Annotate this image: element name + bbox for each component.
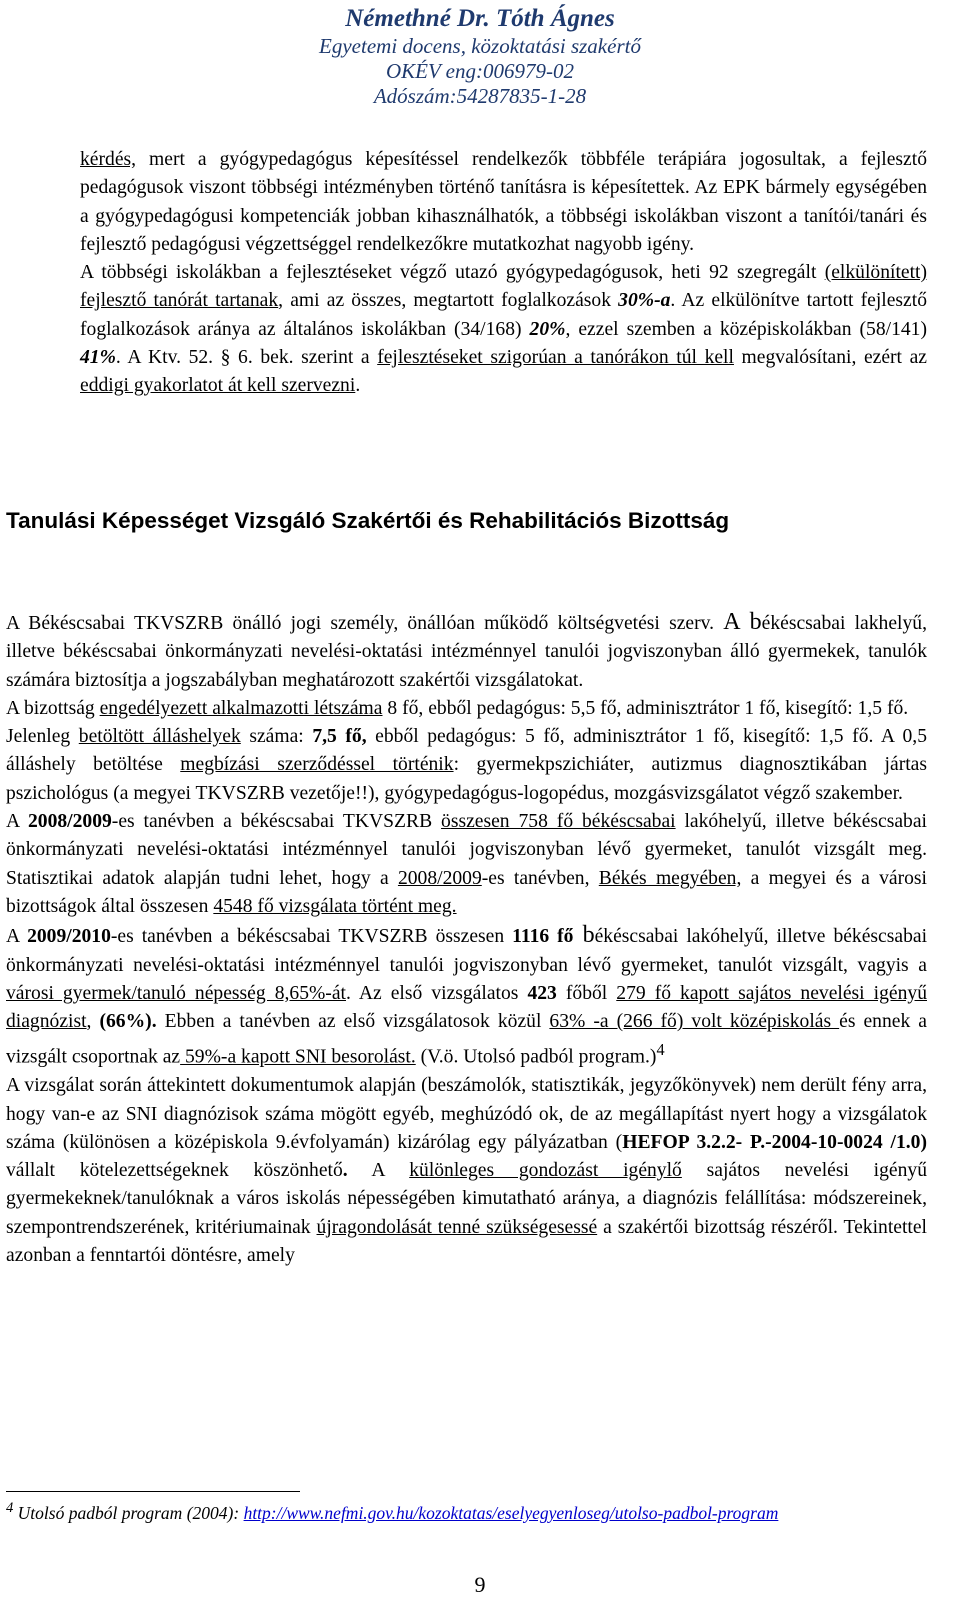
text-span: 279 fő kapott sajátos nevelési igényű diagnózist	[6, 982, 927, 1033]
text-span: kérdés,	[80, 149, 137, 170]
paragraph	[80, 259, 927, 400]
letterhead	[0, 4, 960, 109]
text-span: a megyei és a városi bizottságok által összesen	[6, 867, 927, 917]
text-span: 59%-a kapott SNI besorolást.	[180, 1046, 416, 1068]
text-span: : gyermekpszichiáter, autizmus diagnosztikában jártas pszichológus (a megyei TKVSZRB vezetője!!), gyógypedagógus-logopédus, mozgásvizsgálatot végző szakember.	[6, 754, 927, 804]
footnote-text: Utolsó padból program (2004):	[13, 1502, 244, 1523]
text-span: lakóhelyű, illetve békéscsabai önkormányzati nevelési-oktatási intézménnyel tanulói jogviszonyban lévő gyermeket, tanulót vizsgált meg. Statisztikai adatok alapján tudni lehet, hogy a	[6, 811, 927, 889]
text-span: engedélyezett alkalmazotti létszáma	[99, 697, 383, 719]
text-span: -es tanévben a békéscsabai TKVSZRB	[111, 811, 442, 833]
text-span: eddigi gyakorlatot át kell szervezni	[80, 375, 356, 397]
text-span: mert a gyógypedagógus képesítéssel rendelkezők többféle terápiára jogosultak, a fejlesztő pedagógusok viszont többségi intézményben történő tanításra is képesítettek. Az EPK bármely egységében a gyógypedagógusi kompetenciák jobban kihasználhatók, a többségi iskolákban viszont a tanítói/tanári és fejlesztő pedagógusi végzettséggel rendelkezőkre mutatkozhat nagyobb igény.	[80, 149, 927, 255]
text-span: b	[573, 922, 595, 949]
footnote-divider	[6, 1491, 300, 1492]
paragraph	[6, 723, 927, 808]
text-span: 2009/2010	[27, 926, 111, 948]
text-span: sajátos nevelési igényű gyermekeknek/tanulóknak a város iskolás népességében kimutatható aránya, a diagnózis felállítása: módszereinek, szempontrendszerének, kritériumainak	[6, 1160, 927, 1238]
text-span: ékéscsabai lakhelyű, illetve békéscsabai önkormányzati nevelési-oktatási intézménnyel tanulói jogviszonyban álló gyermekek, tanulók számára biztosítja a jogszabályban meghatározott szakértői vizsgálatokat.	[6, 613, 927, 691]
text-span: 63% -a (266 fő) volt középiskolás	[549, 1011, 840, 1033]
author-name: Némethné Dr. Tóth Ágnes	[345, 5, 615, 32]
text-span: , ezzel szemben a középiskolákban (58/141)	[565, 318, 927, 340]
text-span: (66%).	[99, 1011, 157, 1033]
text-span: . A Ktv. 52. § 6. bek. szerint a	[115, 347, 378, 369]
paragraph	[6, 1072, 927, 1270]
text-span: megvalósítani, ezért az	[733, 347, 927, 369]
text-block-intro	[80, 146, 927, 401]
text-span: 2008/2009	[397, 867, 482, 889]
footnote-link[interactable]: http://www.nefmi.gov.hu/kozoktatas/eselyegyenloseg/utolso-padbol-program	[243, 1502, 779, 1523]
text-span: A	[347, 1160, 410, 1182]
text-span: 41%	[80, 347, 116, 369]
text-span: , ami az összes, megtartott foglalkozások	[278, 290, 619, 312]
text-span: különleges gondozást igénylő	[409, 1160, 682, 1182]
text-span: újragondolását tenné szükségesessé	[316, 1216, 598, 1238]
text-span: 8 fő, ebből pedagógus: 5,5 fő, adminisztrátor 1 fő, kisegítő: 1,5 fő.	[382, 697, 909, 719]
text-span: (elkülönített) fejlesztő tanórát tartanak	[80, 262, 927, 312]
text-span: Békés megyében,	[598, 867, 742, 889]
text-span: fejlesztéseket szigorúan a tanórákon túl kell	[377, 347, 734, 369]
text-span: és ennek a vizsgált csoportnak az	[6, 1011, 927, 1068]
text-span: 1116 fő	[512, 926, 574, 948]
text-span: Jelenleg	[6, 726, 79, 748]
text-span: megbízási szerződéssel történik	[180, 754, 454, 776]
author-title: Egyetemi docens, közoktatási szakértő	[319, 34, 641, 58]
text-span: . Az elkülönítve tartott fejlesztő foglalkozások aránya az általános iskolákban (34/168)	[80, 290, 927, 340]
section-heading: Tanulási Képességet Vizsgáló Szakértői és Rehabilitációs Bizottság	[6, 508, 730, 533]
text-span: a szakértői bizottság részéről. Tekintettel azonban a fenntartói döntésre, amely	[6, 1216, 927, 1267]
okev-registration: OKÉV eng:006979-02	[385, 59, 574, 83]
text-span: A Békéscsabai TKVSZRB önálló jogi személy, önállóan működő költségvetési szerv.	[6, 613, 724, 634]
text-span: ebből pedagógus: 5 fő, adminisztrátor 1 fő, kisegítő: 1,5 fő. A 0,5 álláshely betöltése	[6, 726, 927, 776]
text-span: ékéscsabai lakóhelyű, illetve békéscsabai önkormányzati nevelési-oktatási intézménnyel tanulói jogviszonyban lévő gyermeket, tanulót vizsgált, vagyis a	[6, 926, 928, 976]
text-span: vállalt kötelezettségeknek köszönhető	[6, 1160, 343, 1182]
paragraph	[6, 695, 927, 723]
text-span: . Az első vizsgálatos	[345, 982, 528, 1004]
tax-number: Adószám:54287835-1-28	[373, 84, 587, 108]
text-span: 4548 fő vizsgálata történt meg.	[213, 895, 457, 917]
text-span: A	[6, 811, 28, 833]
text-span: Ebben a tanévben az első vizsgálatosok közül	[156, 1011, 550, 1033]
footnote-reference[interactable]: 4	[656, 1040, 665, 1060]
paragraph	[6, 808, 927, 921]
text-span: városi gyermek/tanuló népesség 8,65%-át	[6, 982, 346, 1004]
text-span: betöltött álláshelyek	[78, 726, 241, 748]
text-span: A többségi iskolákban a fejlesztéseket végző utazó gyógypedagógusok, heti 92 szegregált	[80, 262, 825, 284]
text-span: A vizsgálat során áttekintett dokumentumok alapján (beszámolók, statisztikák, jegyzőkönyvek) nem derült fény arra, hogy van-e az SNI diagnózisok száma mögött egyéb, meghúzódó ok, de az megállapítást nyert hogy a vizsgálatok száma (különösen a középiskola 9.évfolyamán) kizárólag egy pályázatban (	[6, 1075, 927, 1153]
text-span: száma:	[240, 726, 313, 748]
paragraph	[80, 146, 927, 259]
text-span: -es tanévben,	[481, 867, 599, 889]
text-span: főből	[556, 982, 617, 1004]
text-span: A b	[723, 609, 762, 635]
text-span: 20%	[529, 318, 566, 340]
text-span: .	[342, 1160, 348, 1182]
page-number: 9	[474, 1572, 486, 1597]
text-span: (V.ö. Utolsó padból program.)	[415, 1046, 657, 1068]
text-span: A bizottság	[6, 697, 100, 719]
footnote-number: 4	[6, 1500, 14, 1516]
text-span: HEFOP 3.2.2- P.-2004-10-0024 /1.0)	[622, 1131, 927, 1153]
text-span: 423	[527, 982, 557, 1004]
text-span: 7,5 fő,	[312, 726, 367, 748]
paragraph	[6, 921, 927, 1072]
text-span: -es tanévben a békéscsabai TKVSZRB összesen	[110, 926, 513, 948]
text-span: összesen 758 fő békéscsabai	[441, 811, 676, 833]
text-span: ,	[86, 1011, 100, 1033]
text-block-committee	[6, 608, 927, 1270]
footnote	[6, 1500, 778, 1524]
paragraph	[6, 608, 927, 695]
text-span: 30%-a	[618, 290, 671, 312]
text-span: 2008/2009	[27, 811, 112, 833]
text-span: .	[355, 375, 361, 397]
text-span: A	[6, 926, 28, 948]
